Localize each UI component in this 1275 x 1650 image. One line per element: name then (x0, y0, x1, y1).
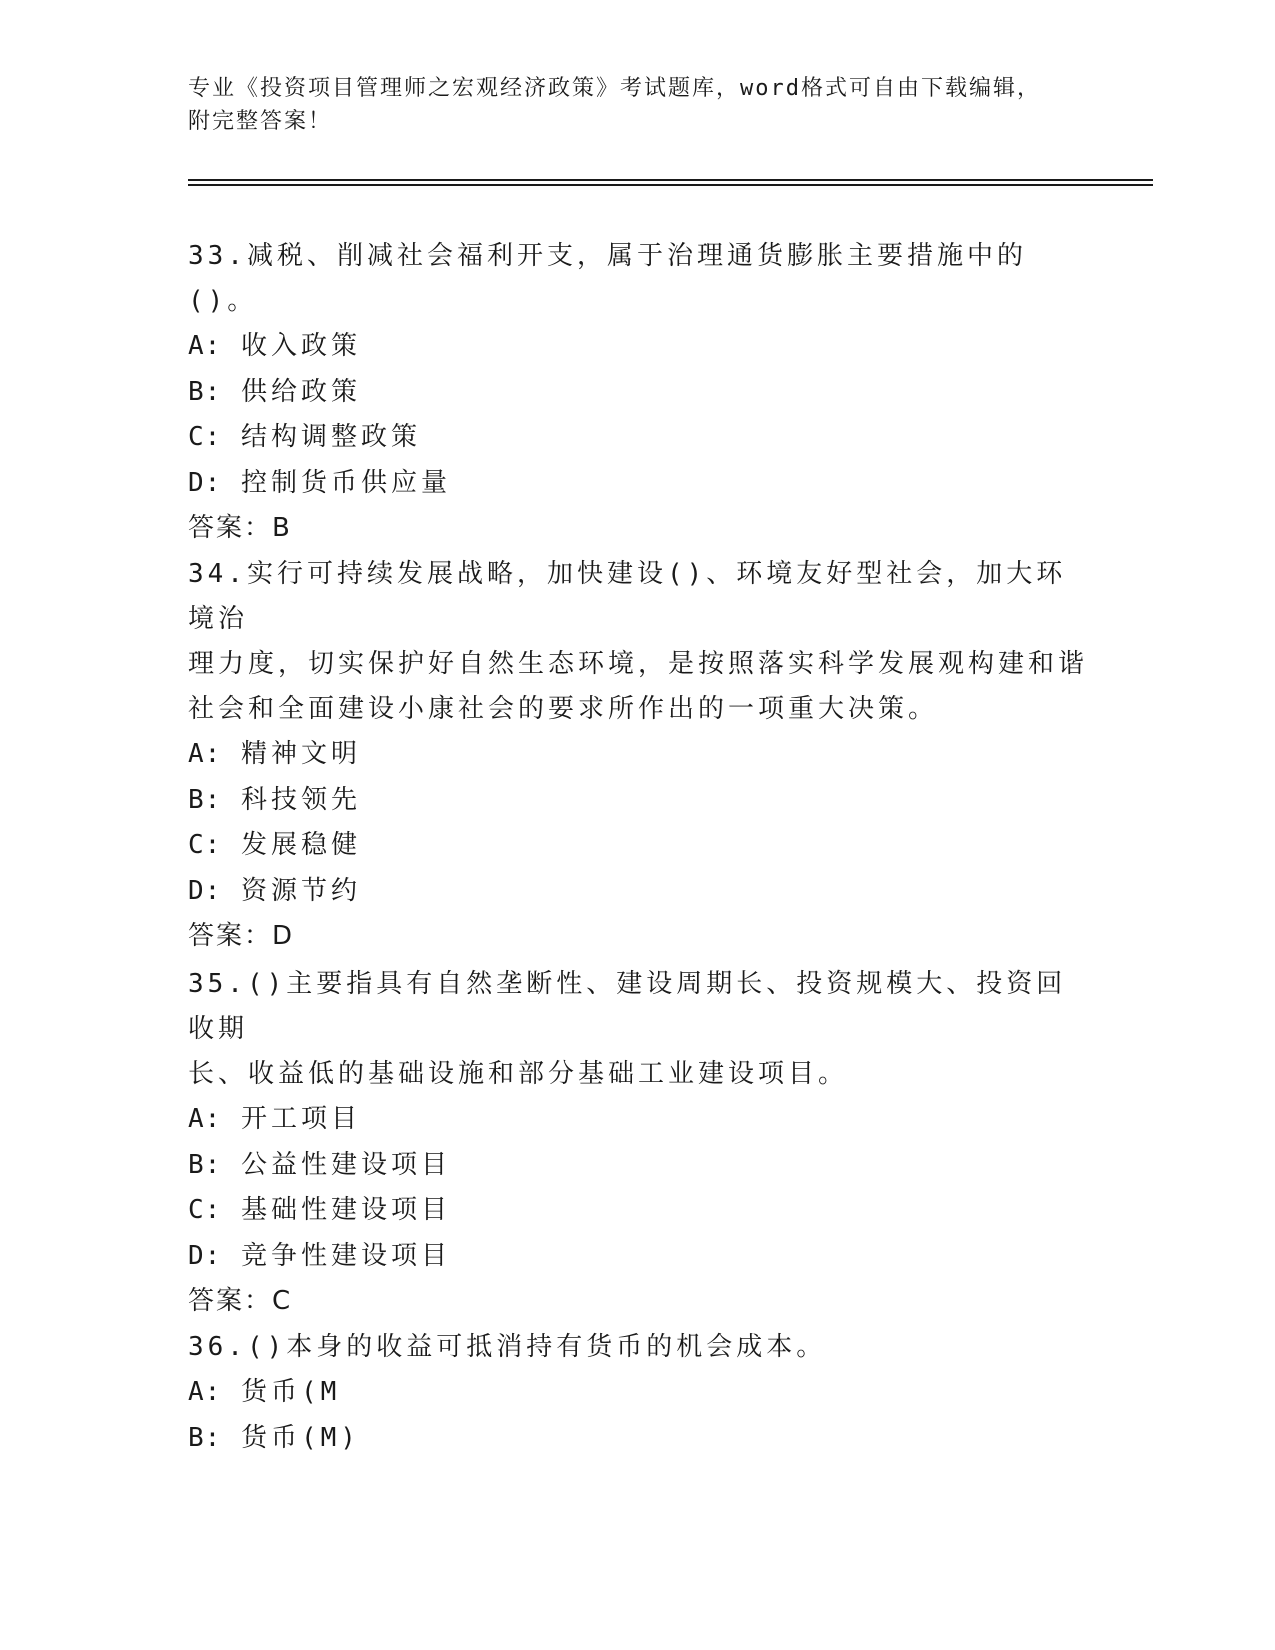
option-text: 精神文明 (240, 739, 361, 769)
option-text: 科技领先 (240, 784, 361, 815)
header-divider-top (188, 179, 1153, 181)
option-text: 货币(M (240, 1377, 341, 1407)
option-b (188, 1416, 1088, 1462)
option-key: A: (188, 1104, 222, 1134)
option-key: A: (188, 1377, 222, 1407)
question-35 (188, 962, 1088, 1324)
option-text: 开工项目 (240, 1104, 361, 1134)
option-key: B: (188, 784, 222, 815)
option-text: 货币(M) (240, 1422, 360, 1453)
option-c (188, 415, 1088, 461)
option-text: 资源节约 (240, 875, 361, 906)
option-key: A: (188, 739, 222, 769)
question-36 (188, 1325, 1088, 1461)
question-33 (188, 234, 1088, 551)
option-b (188, 1143, 1088, 1189)
option-key: A: (188, 331, 222, 361)
answer-label: 答案：B (188, 513, 292, 543)
intro-line-1: 专业《投资项目管理师之宏观经济政策》考试题库，word格式可自由下载编辑， (188, 76, 1041, 101)
question-stem-line-3: 社会和全面建设小康社会的要求所作出的一项重大决策。 (188, 694, 939, 724)
option-a (188, 732, 1088, 778)
option-d (188, 461, 1088, 507)
document-intro (188, 72, 1068, 138)
answer-label: 答案：C (188, 1286, 293, 1316)
option-d (188, 869, 1088, 915)
question-stem: 33.减税、削减社会福利开支，属于治理通货膨胀主要措施中的()。 (188, 241, 1027, 316)
header-divider-bottom (188, 184, 1153, 186)
question-stem-line-2: 理力度，切实保护好自然生态环境，是按照落实科学发展观构建和谐 (188, 649, 1089, 679)
option-b (188, 778, 1088, 824)
option-text: 基础性建设项目 (240, 1195, 451, 1225)
option-a (188, 1097, 1088, 1143)
answer-label: 答案：D (188, 921, 295, 951)
option-b (188, 370, 1088, 416)
question-stem-line-1: 34.实行可持续发展战略，加快建设()、环境友好型社会，加大环境治 (188, 559, 1067, 634)
intro-line-2: 附完整答案！ (188, 109, 333, 134)
option-key: C: (188, 1195, 222, 1225)
question-stem: 36.()本身的收益可抵消持有货币的机会成本。 (188, 1332, 827, 1362)
option-key: B: (188, 376, 222, 407)
option-c (188, 823, 1088, 869)
option-text: 公益性建设项目 (240, 1149, 451, 1180)
option-key: B: (188, 1422, 222, 1453)
option-d (188, 1234, 1088, 1280)
option-a (188, 1370, 1088, 1416)
question-stem-line-1: 35.()主要指具有自然垄断性、建设周期长、投资规模大、投资回收期 (188, 969, 1067, 1044)
option-text: 竞争性建设项目 (240, 1240, 451, 1271)
question-34 (188, 552, 1088, 959)
question-stem-line-2: 长、收益低的基础设施和部分基础工业建设项目。 (188, 1059, 849, 1089)
option-key: B: (188, 1149, 222, 1180)
option-key: C: (188, 422, 222, 452)
option-key: C: (188, 830, 222, 860)
option-text: 发展稳健 (240, 830, 361, 860)
option-text: 结构调整政策 (240, 422, 421, 452)
option-c (188, 1188, 1088, 1234)
option-text: 收入政策 (240, 331, 361, 361)
option-key: D: (188, 1240, 222, 1271)
option-key: D: (188, 875, 222, 906)
option-text: 控制货币供应量 (240, 467, 451, 498)
option-key: D: (188, 467, 222, 498)
option-text: 供给政策 (240, 376, 361, 407)
option-a (188, 324, 1088, 370)
